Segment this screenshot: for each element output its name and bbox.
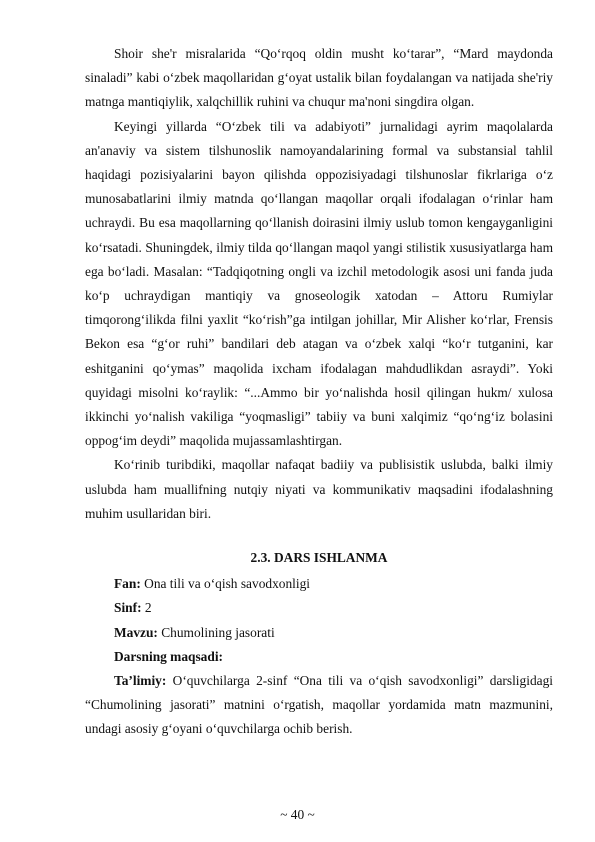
subject-value: Ona tili va o‘qish savodxonligi xyxy=(140,576,311,592)
paragraph-poet-proverbs: Shoir she'r misralarida “Qo‘rqoq oldin musht ko‘tarar”, “Mard maydonda sinaladi” kabi o‘zbek maqollaridan g‘oyat ustalik bilan foydalangan va natijada she'riy matnga mantiqiylik, xalqchillik ruhini va chuqur ma'noni singdira olgan. xyxy=(85,46,553,110)
lesson-grade xyxy=(85,596,553,620)
lesson-goal xyxy=(85,645,553,669)
page-number: ~ 40 ~ xyxy=(280,807,315,822)
topic-label: Mavzu: xyxy=(114,624,158,640)
grade-value: 2 xyxy=(141,600,152,616)
grade-label: Sinf: xyxy=(114,600,142,616)
page-content xyxy=(85,42,553,742)
lesson-topic xyxy=(85,621,553,645)
subject-label: Fan: xyxy=(114,576,141,592)
educational-label: Ta’limiy: xyxy=(114,673,167,689)
lesson-subject xyxy=(85,572,553,596)
goal-label: Darsning maqsadi: xyxy=(114,648,224,664)
lesson-educational-goal xyxy=(85,669,553,742)
paragraph-conclusion: Ko‘rinib turibdiki, maqollar nafaqat badiiy va publisistik uslubda, balki ilmiy uslubda ham muallifning nutqiy niyati va kommunikativ maqsadini ifodalashning muhim usullaridan biri. xyxy=(85,457,553,521)
topic-value: Chumolining jasorati xyxy=(157,624,275,640)
section-heading: 2.3. DARS ISHLANMA xyxy=(250,550,388,566)
educational-value: O‘quvchilarga 2-sinf “Ona tili va o‘qish savodxonligi” darsligidagi “Chumolining jasorati” matnini o‘rgatish, maqollar yordamida matn mazmunini, undagi asosiy g‘oyani o‘quvchilarga ochib berish. xyxy=(85,673,553,737)
paragraph-scientific-style: Keyingi yillarda “O‘zbek tili va adabiyoti” jurnalidagi ayrim maqolalarda an'anaviy va sistem tilshunoslik namoyandalarining formal va substansial tahlil haqidagi pozisiyalarini bayon qilishda oppozisiyadagi tilshunoslar fikrlariga o‘z munosabatlarini ilmiy matnda qo‘llangan maqollar orqali ifodalagan o‘rinlar ham uchraydi. Bu esa maqollarning qo‘llanish doirasini ilmiy uslub tomon kengayganligini ko‘rsatadi. Shuningdek, ilmiy tilda qo‘llangan maqol yangi stilistik xususiyatlarga ham ega bo‘ladi. Masalan: “Tadqiqotning ongli va izchil metodologik asosi uni fanda juda ko‘p uchraydigan mantiqiy va gnoseologik xatodan – Attoru Rumiylar timqorong‘ilikda filni yaxlit “ko‘rish”ga intilgan johillar, Mir Alisher ko‘rlar, Frensis Bekon esa “g‘or ruhi” bandilari deb atagan va o‘zbek xalqi “ko‘r tutganini, kar eshitganini qo‘ymas” maqolida ixcham ifodalagan mahdudlikdan asraydi”. Yoki quyidagi misolni ko‘raylik: “...Ammo bir yo‘nalishda hosil qilingan hukm/ xulosa ikkinchi yo‘nalish vakiliga “yoqmasligi” tabiiy va buni xalqimiz “qo‘ng‘iz bolasini oppog‘im deydi” maqolida mujassamlashtirgan. xyxy=(85,118,553,449)
